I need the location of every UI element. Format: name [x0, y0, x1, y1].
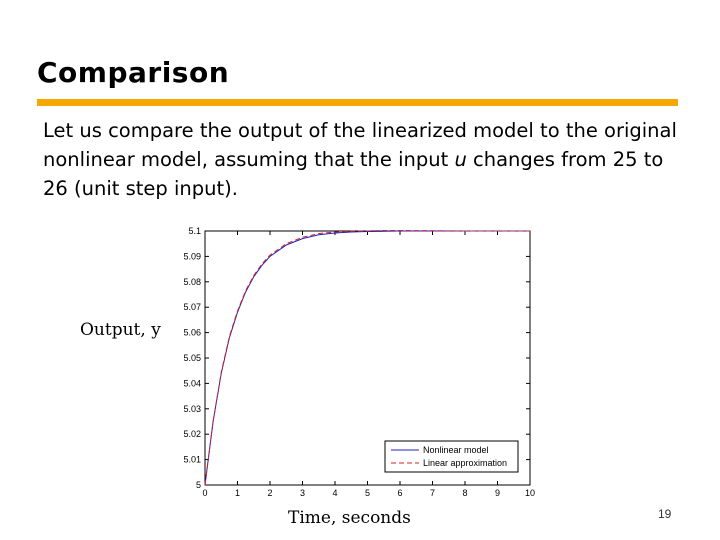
x-tick-label: 4 [332, 488, 338, 498]
legend-label: Nonlinear model [423, 445, 489, 455]
x-axis-label: Time, seconds [288, 508, 411, 528]
y-tick-label: 5.09 [183, 251, 201, 262]
slide-title: Comparison [37, 56, 230, 89]
y-tick-label: 5.05 [183, 353, 201, 363]
x-tick-label: 3 [299, 488, 306, 498]
page-number: 19 [658, 507, 672, 521]
y-tick-label: 5.07 [183, 302, 201, 313]
x-tick-label: 9 [494, 488, 501, 498]
body-text-part-1: Let us compare the output of the linearized model to the original nonlinear model, assuming that the input [43, 119, 677, 171]
legend-label: Linear approximation [423, 458, 508, 468]
x-tick-label: 8 [462, 488, 468, 498]
x-tick-label: 7 [429, 488, 436, 498]
x-tick-label: 2 [267, 488, 273, 498]
y-axis-label: Output, y [80, 320, 161, 340]
y-tick-label: 5.03 [183, 403, 201, 414]
y-tick-label: 5 [195, 480, 201, 490]
x-tick-label: 6 [397, 488, 403, 498]
x-tick-label: 1 [234, 488, 241, 498]
y-tick-label: 5.04 [183, 378, 201, 389]
x-tick-label: 5 [364, 488, 371, 498]
y-tick-label: 5.02 [183, 429, 201, 440]
body-text-part-2: changes from 25 to 26 (unit step input). [43, 148, 664, 200]
y-tick-label: 5.01 [183, 454, 201, 465]
x-tick-label: 0 [202, 488, 208, 498]
input-variable: u [454, 148, 467, 171]
y-tick-label: 5.08 [183, 276, 201, 287]
y-tick-label: 5.1 [188, 226, 201, 236]
y-tick-label: 5.06 [183, 327, 201, 338]
x-tick-label: 10 [524, 488, 536, 498]
